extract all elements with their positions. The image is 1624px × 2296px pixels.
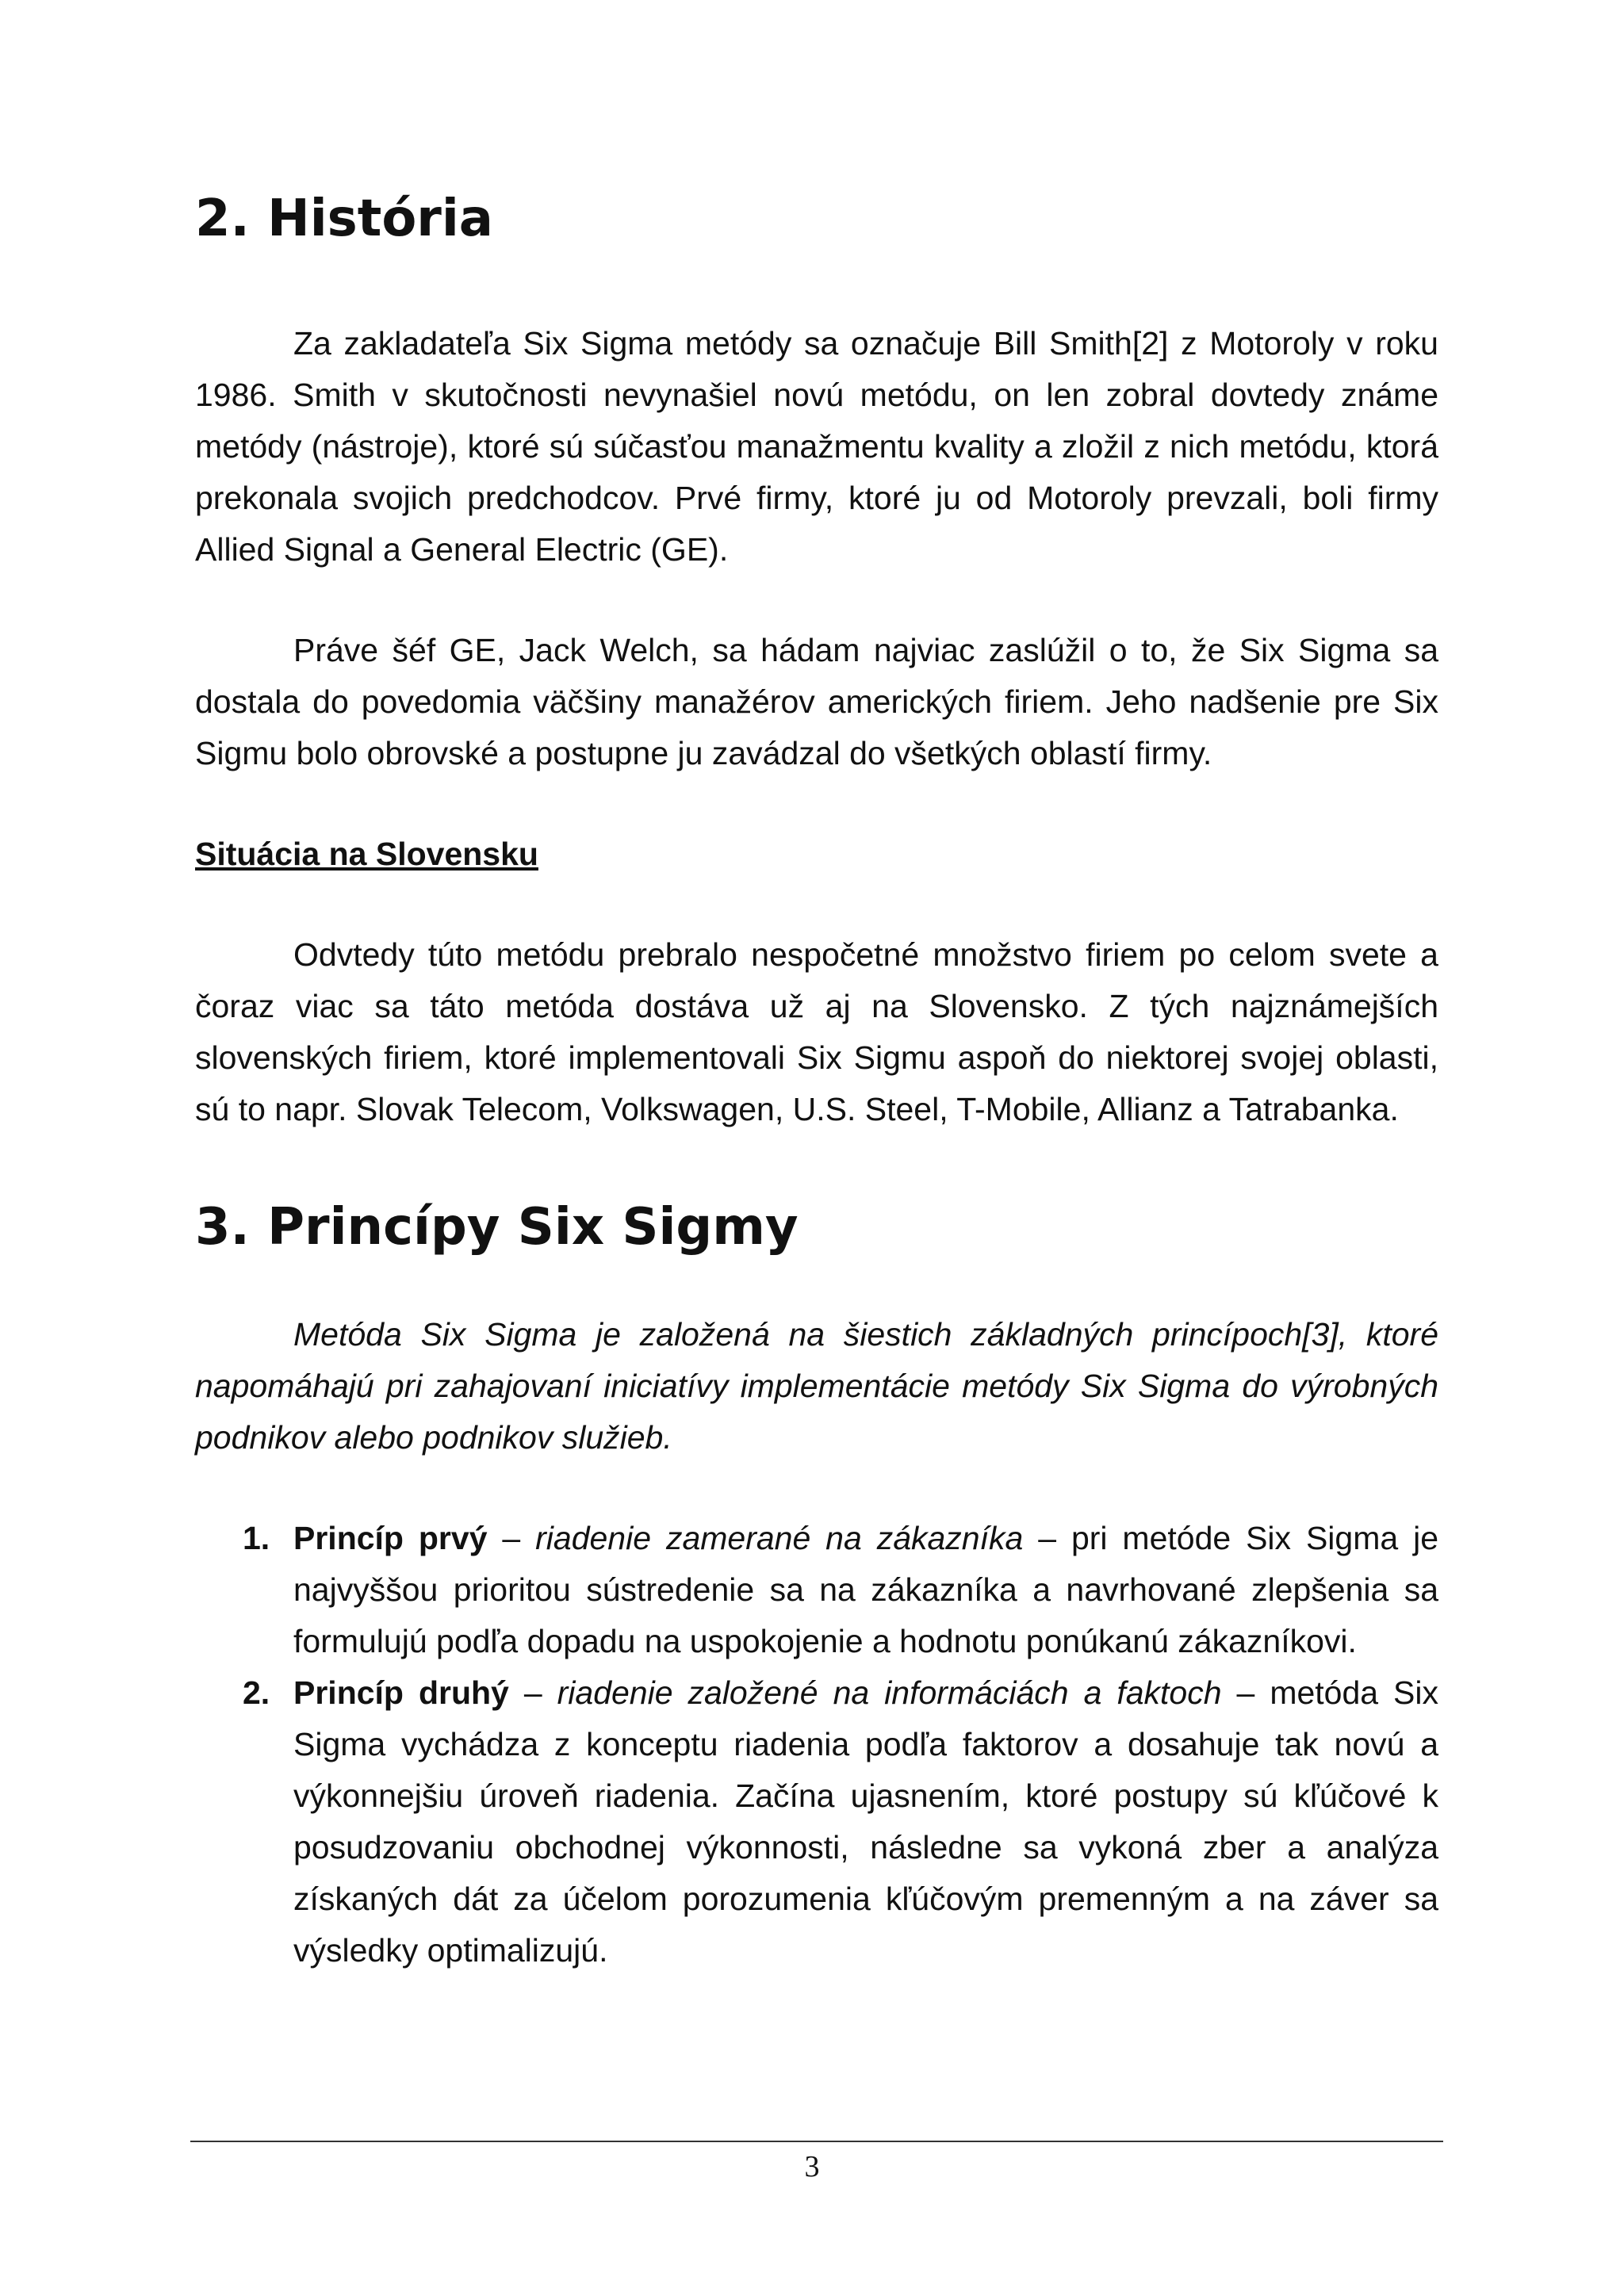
page-number: 3 <box>804 2150 820 2183</box>
subheading-slovakia: Situácia na Slovensku <box>195 835 538 872</box>
principle-dash: – <box>1221 1674 1270 1711</box>
principle-item-1 <box>195 1513 1438 1667</box>
section-heading-history: 2. História <box>195 189 493 248</box>
principle-name: Princíp prvý <box>293 1519 488 1556</box>
page-content <box>195 189 1438 1976</box>
history-paragraph-1: Za zakladateľa Six Sigma metódy sa označuje Bill Smith[2] z Motoroly v roku 1986. Smith v skutočnosti nevynašiel novú metódu, on len zobral dovtedy známe metódy (nástroje), ktoré sú súčasťou manažmentu kvality a zložil z nich metódu, ktorá prekonala svojich predchodcov. Prvé firmy, ktoré ju od Motoroly prevzali, boli firmy Allied Signal a General Electric (GE). <box>195 324 1438 568</box>
principle-dash: – <box>1023 1519 1071 1556</box>
principle-number: 2. <box>243 1674 270 1711</box>
principle-subtitle: riadenie zamerané na zákazníka <box>535 1519 1024 1556</box>
principle-text: pri metóde Six Sigma je najvyššou prioritou sústredenie sa na zákazníka a navrhované zlepšenia sa formulujú podľa dopadu na uspokojenie a hodnotu ponúkanú zákazníkovi. <box>293 1519 1438 1659</box>
history-paragraph-2: Práve šéf GE, Jack Welch, sa hádam najviac zaslúžil o to, že Six Sigma sa dostala do povedomia väčšiny manažérov amerických firiem. Jeho nadšenie pre Six Sigmu bolo obrovské a postupne ju zavádzal do všetkých oblastí firmy. <box>195 631 1438 771</box>
slovakia-paragraph: Odvtedy túto metódu prebralo nespočetné množstvo firiem po celom svete a čoraz viac sa táto metóda dostáva už aj na Slovensko. Z tých najznámejších slovenských firiem, ktoré implementovali Six Sigmu aspoň do niektorej svojej oblasti, sú to napr. Slovak Telecom, Volkswagen, U.S. Steel, T-Mobile, Allianz a Tatrabanka. <box>195 936 1438 1127</box>
principle-subtitle: riadenie založené na informáciách a faktoch <box>557 1674 1222 1711</box>
principle-dash: – <box>508 1674 557 1711</box>
principle-number: 1. <box>243 1519 270 1556</box>
section-heading-principles: 3. Princípy Six Sigmy <box>195 1197 799 1257</box>
principle-text: metóda Six Sigma vychádza z konceptu riadenia podľa faktorov a dosahuje tak novú a výkonnejšiu úroveň riadenia. Začína ujasnením, ktoré postupy sú kľúčové k posudzovaniu obchodnej výkonnosti, následne sa vykoná zber a analýza získaných dát za účelom porozumenia kľúčovým premenným a na záver sa výsledky optimalizujú. <box>293 1674 1438 1969</box>
footer-divider <box>190 2141 1443 2142</box>
principle-item-2 <box>195 1667 1438 1976</box>
principles-list <box>195 1513 1438 1976</box>
principle-dash: – <box>487 1519 536 1556</box>
principle-name: Princíp druhý <box>293 1674 509 1711</box>
principles-intro-paragraph: Metóda Six Sigma je založená na šiestich základných princípoch[3], ktoré napomáhajú pri zahajovaní iniciatívy implementácie metódy Six Sigma do výrobných podnikov alebo podnikov služieb. <box>195 1315 1438 1456</box>
